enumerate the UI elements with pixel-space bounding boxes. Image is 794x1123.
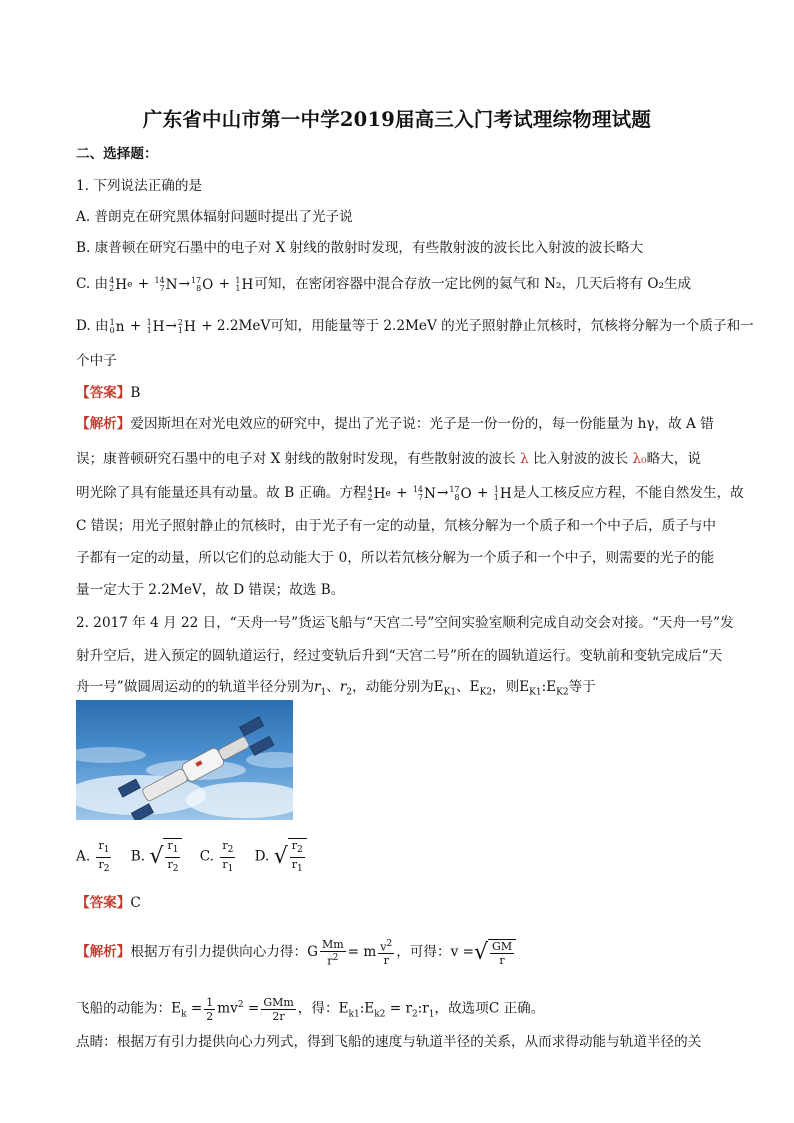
q1-option-d: D. 由 1 0 n + 1 1 H→ 2 1 H + 2.2MeV可知，用能量等于 2.2MeV 的光子照射静止氘核时，氘核将分解为一个质子和一 <box>76 317 754 335</box>
q1-option-b: B. 康普顿在研究石墨中的电子对 X 射线的散射时发现，有些散射波的波长比入射波的波长略大 <box>76 240 644 256</box>
q1-option-a: A. 普朗克在研究黑体辐射问题时提出了光子说 <box>76 209 353 225</box>
option-b-sqrt: √ $\frac{r_1}{r_2}$ <box>149 838 182 876</box>
q1-analysis-1: 【解析】爱因斯坦在对光电效应的研究中，提出了光子说：光子是一份一份的，每一份能量为 hγ，故 A 错 <box>76 416 714 432</box>
q1-answer: 【答案】B <box>76 385 141 401</box>
q1-analysis-2: 误；康普顿研究石墨中的电子对 X 射线的散射时发现，有些散射波的波长 λ 比入射波的波长 λ₀略大，说 <box>76 451 701 467</box>
q2-tip: 点睛：根据万有引力提供向心力列式，得到飞船的速度与轨道半径的关系，从而求得动能与轨道半径的关 <box>76 1034 702 1050</box>
option-d-sqrt: √ $\frac{r_2}{r_1}$ <box>274 838 307 876</box>
q2-stem-1: 2. 2017 年 4 月 22 日，“天舟一号”货运飞船与“天宫二号”空间实验室顺利完成自动交会对接。“天舟一号”发 <box>76 615 734 631</box>
q2-answer: 【答案】C <box>76 895 141 911</box>
q1-analysis-3: 明光除了具有能量还具有动量。故 B 正确。方程 4 2 H e + 14 7 N→ 17 8 O + 1 1 H是人工核反应方程，不能自然发生，故 <box>76 484 744 502</box>
option-c-fraction: $\frac{r_2}{r_1}$ <box>222 838 234 874</box>
q2-stem-2: 射升空后，进入预定的圆轨道运行，经过变轨后升到“天宫二号”所在的圆轨道运行。变轨前和变轨完成后“天 <box>76 648 723 664</box>
q1-option-d-cont: 个中子 <box>76 353 117 369</box>
q2-analysis-2: 飞船的动能为：$E_k$ = $\frac{1}{2}$ $mv^2$ = $\frac{\text{GMm}}{2r}$ ，得：$E_{k1}:E_{k2}$ = $r_2:r_1$，故选项C 正确。 <box>76 995 545 1023</box>
q1-analysis-5: 子都有一定的动量，所以它们的总动能大于 0，所以若氘核分解为一个质子和一个中子，则需要的光子的能 <box>76 550 715 566</box>
q1-analysis-6: 量一定大于 2.2MeV，故 D 错误；故选 B。 <box>76 582 345 598</box>
q2-stem-3: 舟一号”做圆周运动的的轨道半径分别为$r_1$、$r_2$，动能分别为$E_{K1}$、$E_{K2}$，则$E_{K1}:E_{K2}$等于 <box>76 679 596 698</box>
q1-analysis-4: C 错误；用光子照射静止的氘核时，由于光子有一定的动量，氘核分解为一个质子和一个中子后，质子与中 <box>76 518 717 534</box>
q2-analysis-1: 【解析】根据万有引力提供向心力得：G $\frac{Mm}{r^2}$ = m $\frac{v^2}{r}$ ，可得：v = √ $\frac{GM}{r}$ <box>76 935 516 969</box>
spacecraft-docking-image <box>76 700 293 820</box>
page-title: 广东省中山市第一中学2019届高三入门考试理综物理试题 <box>142 108 652 131</box>
q2-options: A. $\frac{r_1}{r_2}$ B. √ $\frac{r_1}{r_2}$ C. $\frac{r_2}{r_1}$ D. √ $\frac{r_2}{r_1}$ <box>76 838 307 876</box>
q1-option-c: C. 由 4 2 H e + 14 7 N→ 17 8 O + 1 1 H可知，在密闭容器中混合存放一定比例的氦气和 N₂，几天后将有 O₂生成 <box>76 275 692 293</box>
option-a-fraction: $\frac{r_1}{r_2}$ <box>98 838 110 874</box>
section-heading: 二、选择题： <box>76 146 158 162</box>
q1-stem: 1. 下列说法正确的是 <box>76 178 203 194</box>
